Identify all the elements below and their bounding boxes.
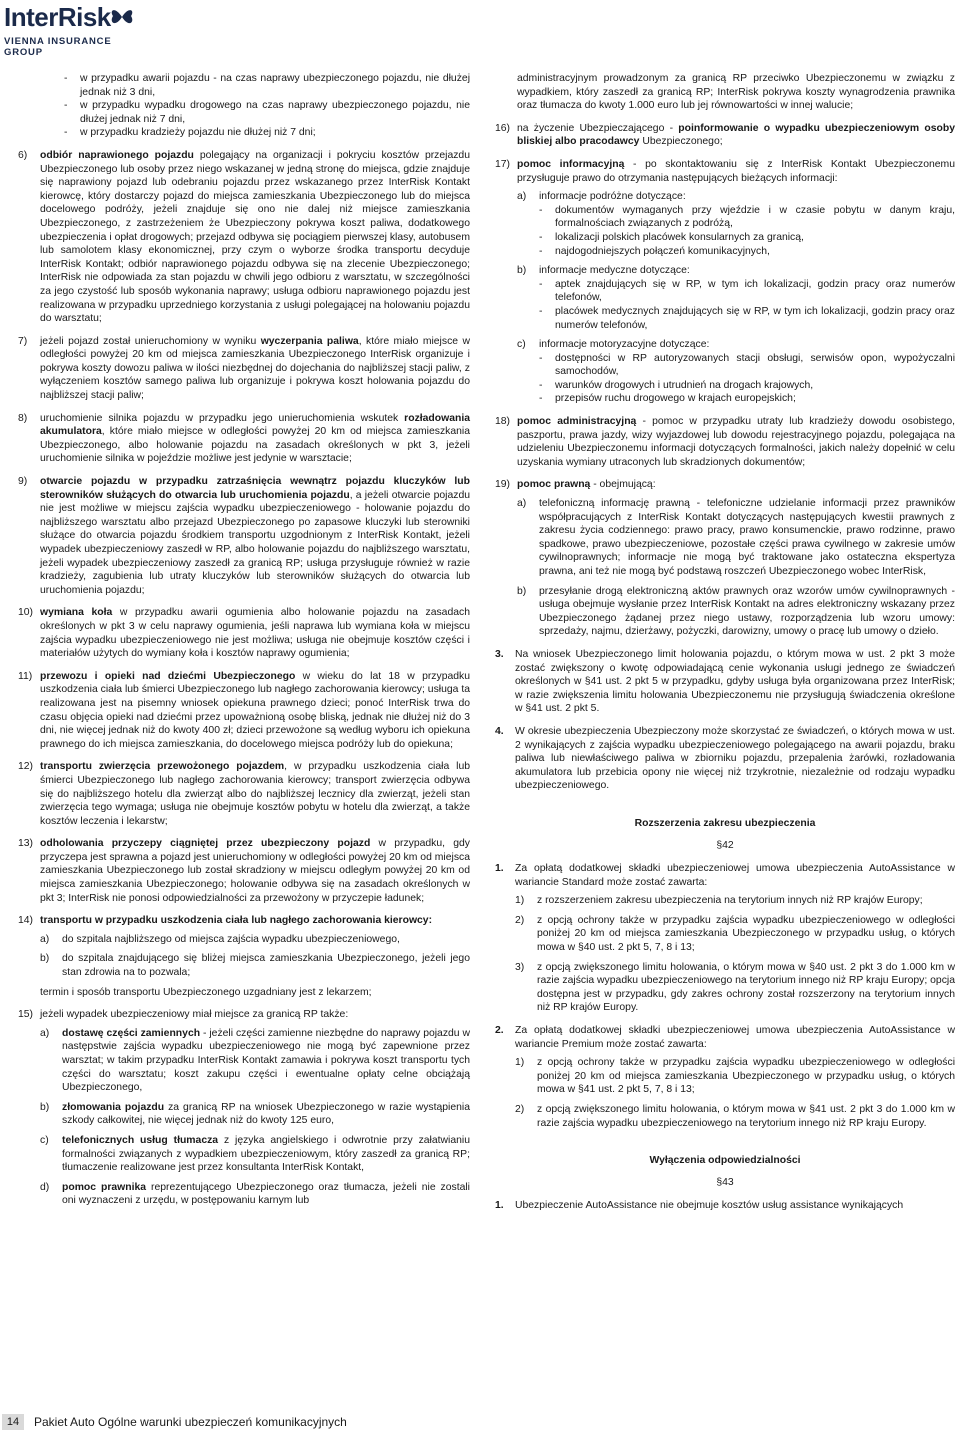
list-item: - w przypadku awarii pojazdu - na czas naprawy ubezpieczonego pojazdu, nie dłużej jednak niż 3 dni, <box>64 73 470 98</box>
sub-item: a) do szpitala najbliższego od miejsca zajścia wypadku ubezpieczeniowego, <box>40 933 400 945</box>
clause-10: 10) wymiana koła w przypadku awarii ogumienia albo holowanie pojazdu na zasadach określonych w pkt 3 w celu naprawy ogumienia, jeśli naprawa lub wymiana koła w miejscu zajścia wypadku ubezpieczeniowego nie jest możliwa; usługa nie obejmuje kosztów części i materiałów użytych do wymiany koła i kosztów naprawy ogumienia; <box>18 607 470 660</box>
sub-item: b) złomowania pojazdu za granicą RP na wniosek Ubezpieczonego w razie wystąpienia szkody całkowitej, nie więcej jednak niż do kwoty 125 euro, <box>40 1101 471 1127</box>
dash-item: - dostępności w RP autoryzowanych stacji obsługi, serwisów opon, wypożyczalni samochodów, <box>539 352 955 378</box>
sub-item: b) informacje medyczne dotyczące: - aptek znajdujących się w RP, w tym ich lokalizacji, godzin pracy oraz numerów telefonów, - placówek medycznych znajdujących się w RP, w tym ich lokalizacji, godzin pracy oraz numerów telefonów, <box>517 265 955 331</box>
clause-17: 17) pomoc informacyjną - po skontaktowaniu się z InterRisk Kontakt Ubezpieczonemu przysługuje prawo do otrzymania następujących bieżących informacji: a) informacje podróżne dotyczące: - dokumentów wymaganych przy wjeździe i w czasie pobytu w danym kraju, formalnościach związanych z podróżą, - lokalizacji polskich placówek konsularnych za granicą, - najdogodniejszych połączeń komunikacyjnych, b) informacje medyczne dotyczące: - aptek znajdujących się w RP, w tym ich lokalizacji, godzin pracy oraz numerów telefonów, - placówek medycznych znajdujących się w RP, w tym ich lokalizacji, godzin pracy oraz numerów telefonów, c) informacje motoryzacyjne dotyczące: - dostępności w RP autoryzowanych stacji obsługi, serwisów opon, wypożyczalni samochodów, - warunków drogowych i utrudnień na drogach krajowych, - przepisów ruchu drogowego w krajach europejskich; <box>495 158 955 405</box>
sub-item: 1) z opcją ochrony także w przypadku zajścia wypadku ubezpieczeniowego w odległości poniżej 20 km od miejsca zamieszkania Ubezpieczonego w przypadku usług, o których mowa w §41 ust. 2 pkt 5, 7, 8 i 13; <box>515 1057 955 1096</box>
sub-item: 2) z opcją ochrony także w przypadku zajścia wypadku ubezpieczeniowego w odległości poniżej 20 km od miejsca zamieszkania Ubezpieczonego w przypadku usług, o których mowa w §40 ust. 2 pkt 5, 7, 8 i 13; <box>515 914 955 954</box>
dash-item: - lokalizacji polskich placówek konsularnych za granicą, <box>539 231 804 243</box>
dash-item: - najdogodniejszych połączeń komunikacyjnych, <box>539 245 770 257</box>
logo-subtitle: VIENNA INSURANCE GROUP <box>4 36 112 58</box>
interrisk-logo <box>4 2 144 58</box>
intro-list <box>18 72 470 140</box>
butterfly-icon <box>109 4 135 30</box>
section-heading: Rozszerzenia zakresu ubezpieczenia <box>634 817 816 829</box>
continued-text: administracyjnym prowadzonym za granicą RP przeciwko Ubezpieczonemu w związku z wypadkiem, który zaszedł za granicą RP; InterRisk pokrywa koszty wynagrodzenia prawnika oraz tłumacza do kwoty 1.000 euro lub jej równowartości w innej walucie; <box>517 73 955 112</box>
paragraph-3: 3. Na wniosek Ubezpieczonego limit holowania pojazdu, o którym mowa w ust. 2 pkt 3 może zostać zwiększony o kwotę odpowiadającą cenie wykonania usługi jednego ze świadczeń określonych w §41 ust. 2 pkt 5 w przypadku, gdyby usługa była organizowana przez InterRisk; w razie zwiększenia limitu holowania Ubezpieczonemu nie przysługują świadczenia określone w §41 ust. 2 pkt 5. <box>495 648 955 715</box>
clause-14: 14) transportu w przypadku uszkodzenia ciała lub nagłego zachorowania kierowcy: a) do szpitala najbliższego od miejsca zajścia wypadku ubezpieczeniowego, b) do szpitala znajdującego się bliżej miejsca zamieszkania Ubezpieczonego, jeżeli jego stan zdrowia na to pozwala; termin i sposób transportu Ubezpieczonego uzgadniany jest z lekarzem; <box>18 915 470 998</box>
list-item: - w przypadku kradzieży pojazdu nie dłużej niż 7 dni; <box>64 127 316 139</box>
page-number: 14 <box>2 1414 24 1430</box>
list-item: - w przypadku wypadku drogowego na czas naprawy ubezpieczonego pojazdu, nie dłużej jednak niż 7 dni, <box>64 100 470 125</box>
clause-9: 9) otwarcie pojazdu w przypadku zatrzaśnięcia wewnątrz pojazdu kluczyków lub sterowników służących do otwarcia lub uruchomienia pojazdu, a jeżeli otwarcie pojazdu nie jest możliwe w miejscu zajścia wypadku ubezpieczeniowego - holowanie pojazdu do najbliższego warsztatu albo przejazd Ubezpieczonego po zapasowe kluczyki lub sterowniki służące do otwarcia pojazdu środkiem transportu uzgodnionym z InterRisk Kontakt, jeżeli wypadek ubezpieczeniowy zaszedł w RP, albo holowanie pojazdu do najbliższego warsztatu, jeżeli wypadek ubezpieczeniowy zaszedł za granicą RP; usługa przysługuje również w razie kradzieży, zagubienia lub utraty kluczyków lub sterowników służących do otwarcia lub uruchomienia pojazdu; <box>18 476 470 596</box>
clause-18: 18) pomoc administracyjną - pomoc w przypadku utraty lub kradzieży dowodu osobistego, paszportu, prawa jazdy, wizy wyjazdowej lub dowodu rejestracyjnego pojazdu, polegająca na udzieleniu Ubezpieczonemu informacji dotyczących formalności, jakich należy dopełnić w celu uzyskania wymiany utraconych lub skradzionych dokumentów; <box>495 416 955 468</box>
right-column <box>495 72 955 1222</box>
section-heading: Wyłączenia odpowiedzialności <box>649 1155 801 1167</box>
sub-item: a) dostawę części zamiennych - jeżeli części zamienne niezbędne do naprawy pojazdu w następstwie zajścia wypadku ubezpieczeniowego nie mogą być zapewnione przez warsztat; w takim przypadku InterRisk Kontakt zamawia i pokrywa koszt transportu tych części do warsztatu; koszt zakupu części i ewentualne opłaty celne obciążają Ubezpieczonego, <box>40 1027 471 1094</box>
clause-12: 12) transportu zwierzęcia przewożonego pojazdem, w przypadku uszkodzenia ciała lub śmierci Ubezpieczonego lub nagłego zachorowania kierowcy; transport zwierzęcia odbywa się do najbliższego hotelu dla zwierząt albo do najbliższej lecznicy dla zwierząt, jeżeli stan zwierzęcia tego wymaga; usługa nie obejmuje kosztów pobytu w hotelu dla zwierząt, a także kosztów leczenia i lekarstw; <box>18 761 470 827</box>
clause-13: 13) odholowania przyczepy ciągniętej przez ubezpieczony pojazd w przypadku, gdy przyczepa jest sprawna a pojazd jest unieruchomiony w odległości powyżej 20 km od miejsca zamieszkania Ubezpieczonego lub został skradziony w miejscu odległym powyżej 20 km od miejsca zamieszkania Ubezpieczonego; holowanie odbywa się na zasadach określonych w pkt 3; InterRisk nie ponosi odpowiedzialności za przewożony w przyczepie ładunek; <box>18 838 470 904</box>
clause-7: 7) jeżeli pojazd został unieruchomiony w wyniku wyczerpania paliwa, które miało miejsce w odległości powyżej 20 km od miejsca zamieszkania Ubezpieczonego InterRisk organizuje i pokrywa koszty dowozu paliwa w ilości niezbędnej do dojechania do najbliższej stacji paliw, z wyłączeniem kosztów samego paliwa lub organizuje i pokrywa koszt holowania pojazdu do najbliższej stacji paliw; <box>18 335 470 402</box>
exclusion-1: 1. Ubezpieczenie AutoAssistance nie obejmuje kosztów usług assistance wynikających <box>495 1200 904 1212</box>
sub-item: b) do szpitala znajdującego się bliżej miejsca zamieszkania Ubezpieczonego, jeżeli jego stan zdrowia na to pozwala; <box>40 953 470 979</box>
clause-8: 8) uruchomienie silnika pojazdu w przypadku jego unieruchomienia wskutek rozładowania akumulatora, które miało miejsce w odległości powyżej 20 km od miejsca zamieszkania Ubezpieczonego, albo holowanie pojazdu na zasadach określonych w pkt 3, jeżeli uruchomienie silnika w pojeździe możliwe jest jedynie w warsztacie; <box>18 412 470 465</box>
page-footer <box>0 1410 960 1434</box>
paragraph-number: §42 <box>716 839 734 851</box>
paragraph-4: 4. W okresie ubezpieczenia Ubezpieczony może skorzystać ze świadczeń, o których mowa w ust. 2 wynikających z zajścia wypadku ubezpieczeniowego polegającego na awarii pojazdu, braku paliwa lub niewłaściwego paliwa w zbiorniku pojazdu, przepalenia żarówki, rozładowania akumulatora lub przebicia opony nie więcej niż trzykrotnie, niezależnie od rodzaju wypadku ubezpieczeniowego. <box>495 725 955 792</box>
sub-item: c) telefonicznych usług tłumacza z języka angielskiego i odwrotnie przy załatwianiu formalności związanych z wypadkiem ubezpieczeniowym, który zaszedł za granicą RP; tłumaczenie realizowane jest przez konsultanta InterRisk Kontakt, <box>40 1134 470 1174</box>
dash-item: - przepisów ruchu drogowego w krajach europejskich; <box>539 393 796 405</box>
clause-19: 19) pomoc prawną - obejmującą: a) telefoniczną informację prawną - telefoniczne udzielanie informacji przez prawników współpracujących z InterRisk Kontakt dotyczących następujących kwestii prawnych z zakresu życia codziennego: prawo pracy, prawo konsumenckie, prawo rodzinne, prawo spadkowe, prawo ubezpieczeniowe, pozostałe części prawa cywilnego w zakresie umów cywilnoprawnych; informacje nie mogą być traktowane jako ostateczna ekspertyza prawna, ani też nie mogą być podstawą roszczeń Ubezpieczonego wobec InterRisk, b) przesyłanie drogą elektroniczną aktów prawnych oraz wzorów umów cywilnoprawnych - usługa obejmuje wysłanie przez InterRisk Kontakt na adres elektroniczny wskazany przez Ubezpieczonego żądanej przez niego ustawy, rozporządzenia lub wzoru umowy: sprzedaży, najmu, dzierżawy, pożyczki, darowizny, umowy o pracę lub umowy o dzieło. <box>495 479 955 638</box>
sub-item: d) pomoc prawnika reprezentującego Ubezpieczonego oraz tłumacza, jeżeli nie zostali oni wyznaczeni z urzędu, w postępowaniu karnym lub <box>40 1181 470 1207</box>
sub-item: 3) z opcją zwiększonego limitu holowania, o którym mowa w §40 ust. 2 pkt 3 do 1.000 km w razie zajścia wypadku ubezpieczeniowego na terytorium innego niż RP kraju Europy; opcja dostępna jest w przypadku, gdy zakres ochrony został rozszerzony na terytorium innych niż RP krajów Europy. <box>515 961 955 1014</box>
clause-14-tail: termin i sposób transportu Ubezpieczonego uzgadniany jest z lekarzem; <box>40 986 372 998</box>
sub-item: 1) z rozszerzeniem zakresu ubezpieczenia na terytorium innych niż RP krajów Europy; <box>515 895 923 907</box>
sub-item: c) informacje motoryzacyjne dotyczące: - dostępności w RP autoryzowanych stacji obsługi, serwisów opon, wypożyczalni samochodów, - warunków drogowych i utrudnień na drogach krajowych, - przepisów ruchu drogowego w krajach europejskich; <box>517 339 955 405</box>
clause-15: 15) jeżeli wypadek ubezpieczeniowy miał miejsce za granicą RP także: a) dostawę części zamiennych - jeżeli części zamienne niezbędne do naprawy pojazdu w następstwie zajścia wypadku ubezpieczeniowego nie mogą być zapewnione przez warsztat; w takim przypadku InterRisk Kontakt zamawia i pokrywa koszt transportu tych części do warsztatu; koszt zakupu części i ewentualne opłaty celne obciążają Ubezpieczonego, b) złomowania pojazdu za granicą RP na wniosek Ubezpieczonego w razie wystąpienia szkody całkowitej, nie więcej jednak niż do kwoty 125 euro, c) telefonicznych usług tłumacza z języka angielskiego i odwrotnie przy załatwianiu formalności związanych z wypadkiem ubezpieczeniowym, który zaszedł za granicą RP; tłumaczenie realizowane jest przez konsultanta InterRisk Kontakt, d) pomoc prawnika reprezentującego Ubezpieczonego oraz tłumacza, jeżeli nie zostali oni wyznaczeni z urzędu, w postępowaniu karnym lub <box>18 1009 471 1207</box>
clause-6: 6) odbiór naprawionego pojazdu polegający na organizacji i pokryciu kosztów przejazdu Ubezpieczonego lub osoby przez niego wskazanej w jedną stronę do miejsca, gdzie znajduje się naprawiony pojazd lub odebraniu pojazdu przez wskazanego przez InterRisk Kontakt kierowcę, który dostarczy pojazd do miejsca zamieszkania Ubezpieczonego lub do miejsca docelowego podróży, jeżeli znajduje się ono nie dalej niż miejsce zamieszkania Ubezpieczonego, z zastrzeżeniem że Ubezpieczony pokrywa koszt paliwa, dodatkowego ubezpieczenia i opłat drogowych; przejazd odbywa się pociągiem pierwszej klasy, autobusem lub samolotem klasy ekonomicznej, przy czym o wyborze środka transportu decyduje InterRisk Kontakt; odbiór naprawionego pojazdu odbywa się na zlecenie Ubezpieczonego; InterRisk nie odpowiada za stan pojazdu w chwili jego odbioru z warsztatu, w szczególności za jego czystość lub sposób wykonania naprawy; usługa odbioru naprawionego pojazdu jest realizowana w przypadku uprzedniego korzystania z usługi polegającej na holowaniu pojazdu do warsztatu; <box>18 149 470 325</box>
sub-item: b) przesyłanie drogą elektroniczną aktów prawnych oraz wzorów umów cywilnoprawnych - usługa obejmuje wysłanie przez InterRisk Kontakt na adres elektroniczny wskazany przez Ubezpieczonego żądanej przez niego ustawy, rozporządzenia lub wzoru umowy: sprzedaży, najmu, dzierżawy, pożyczki, darowizny, umowy o pracę lub umowy o dzieło. <box>517 585 955 638</box>
clause-11: 11) przewozu i opieki nad dziećmi Ubezpieczonego w wieku do lat 18 w przypadku uszkodzenia ciała lub śmierci Ubezpieczonego lub nagłego zachorowania kierowcy; usługa ta realizowana jest na pisemny wniosek opiekuna prawnego dzieci; ponoć InterRisk trwa do czasu objęcia opieki nad dziećmi przez upoważnioną osobę bliską, jednak nie dłużej niż do 3 dni, nie więcej jednak niż do kwoty 400 zł; dzieci przewożone są według wyboru ich opiekuna prawnego do ich miejsca zamieszkania, do docelowego miejsca podróży lub do opiekuna; <box>18 670 471 750</box>
extension-1: 1. Za opłatą dodatkowej składki ubezpieczeniowej umowa ubezpieczenia AutoAssistance w wariancie Standard może zostać zawarta: 1) z rozszerzeniem zakresu ubezpieczenia na terytorium innych niż RP krajów Europy; 2) z opcją ochrony także w przypadku zajścia wypadku ubezpieczeniowego w odległości poniżej 20 km od miejsca zamieszkania Ubezpieczonego w przypadku usług, o których mowa w §40 ust. 2 pkt 5, 7, 8 i 13; 3) z opcją zwiększonego limitu holowania, o którym mowa w §40 ust. 2 pkt 3 do 1.000 km w razie zajścia wypadku ubezpieczeniowego na terytorium innego niż RP kraju Europy; opcja dostępna jest w przypadku, gdy zakres ochrony został rozszerzony na terytorium innych niż RP krajów Europy. <box>495 863 955 1014</box>
clause-16: 16) na życzenie Ubezpieczającego - poinformowanie o wypadku ubezpieczeniowym osoby bliskiej albo pracodawcy Ubezpieczonego; <box>495 122 955 148</box>
sub-item: 2) z opcją zwiększonego limitu holowania, o którym mowa w §41 ust. 2 pkt 3 do 1.000 km w razie zajścia wypadku ubezpieczeniowego na terytorium innego niż RP kraju Europy. <box>515 1104 955 1129</box>
dash-item: - warunków drogowych i utrudnień na drogach krajowych, <box>539 379 814 391</box>
extension-2: 2. Za opłatą dodatkowej składki ubezpieczeniowej umowa ubezpieczenia AutoAssistance w wariancie Premium może zostać zawarta: 1) z opcją ochrony także w przypadku zajścia wypadku ubezpieczeniowego w odległości poniżej 20 km od miejsca zamieszkania Ubezpieczonego w przypadku usług, o których mowa w §41 ust. 2 pkt 5, 7, 8 i 13; 2) z opcją zwiększonego limitu holowania, o którym mowa w §41 ust. 2 pkt 3 do 1.000 km w razie zajścia wypadku ubezpieczeniowego na terytorium innego niż RP kraju Europy. <box>495 1025 955 1129</box>
sub-item: a) telefoniczną informację prawną - telefoniczne udzielanie informacji przez prawników współpracujących z InterRisk Kontakt dotyczących następujących kwestii prawnych z zakresu życia codziennego: prawo pracy, prawo konsumenckie, prawo rodzinne, prawo spadkowe, prawo ubezpieczeniowe, pozostałe części prawa cywilnego w zakresie umów cywilnoprawnych; informacje nie mogą być traktowane jako ostateczna ekspertyza prawna, ani też nie mogą być podstawą roszczeń Ubezpieczonego wobec InterRisk, <box>517 498 955 577</box>
paragraph-number: §43 <box>716 1176 734 1188</box>
dash-item: - placówek medycznych znajdujących się w RP, w tym ich lokalizacji, godzin pracy oraz numerów telefonów, <box>539 305 955 331</box>
document-title: Pakiet Auto Ogólne warunki ubezpieczeń komunikacyjnych <box>34 1415 347 1429</box>
left-column <box>18 72 470 1217</box>
dash-item: - aptek znajdujących się w RP, w tym ich lokalizacji, godzin pracy oraz numerów telefonów, <box>539 278 955 304</box>
dash-item: - dokumentów wymaganych przy wjeździe i w czasie pobytu w danym kraju, formalnościach związanych z podróżą, <box>539 204 955 230</box>
logo-wordmark: InterRisk <box>4 2 111 32</box>
sub-item: a) informacje podróżne dotyczące: - dokumentów wymaganych przy wjeździe i w czasie pobytu w danym kraju, formalnościach związanych z podróżą, - lokalizacji polskich placówek konsularnych za granicą, - najdogodniejszych połączeń komunikacyjnych, <box>517 191 955 257</box>
